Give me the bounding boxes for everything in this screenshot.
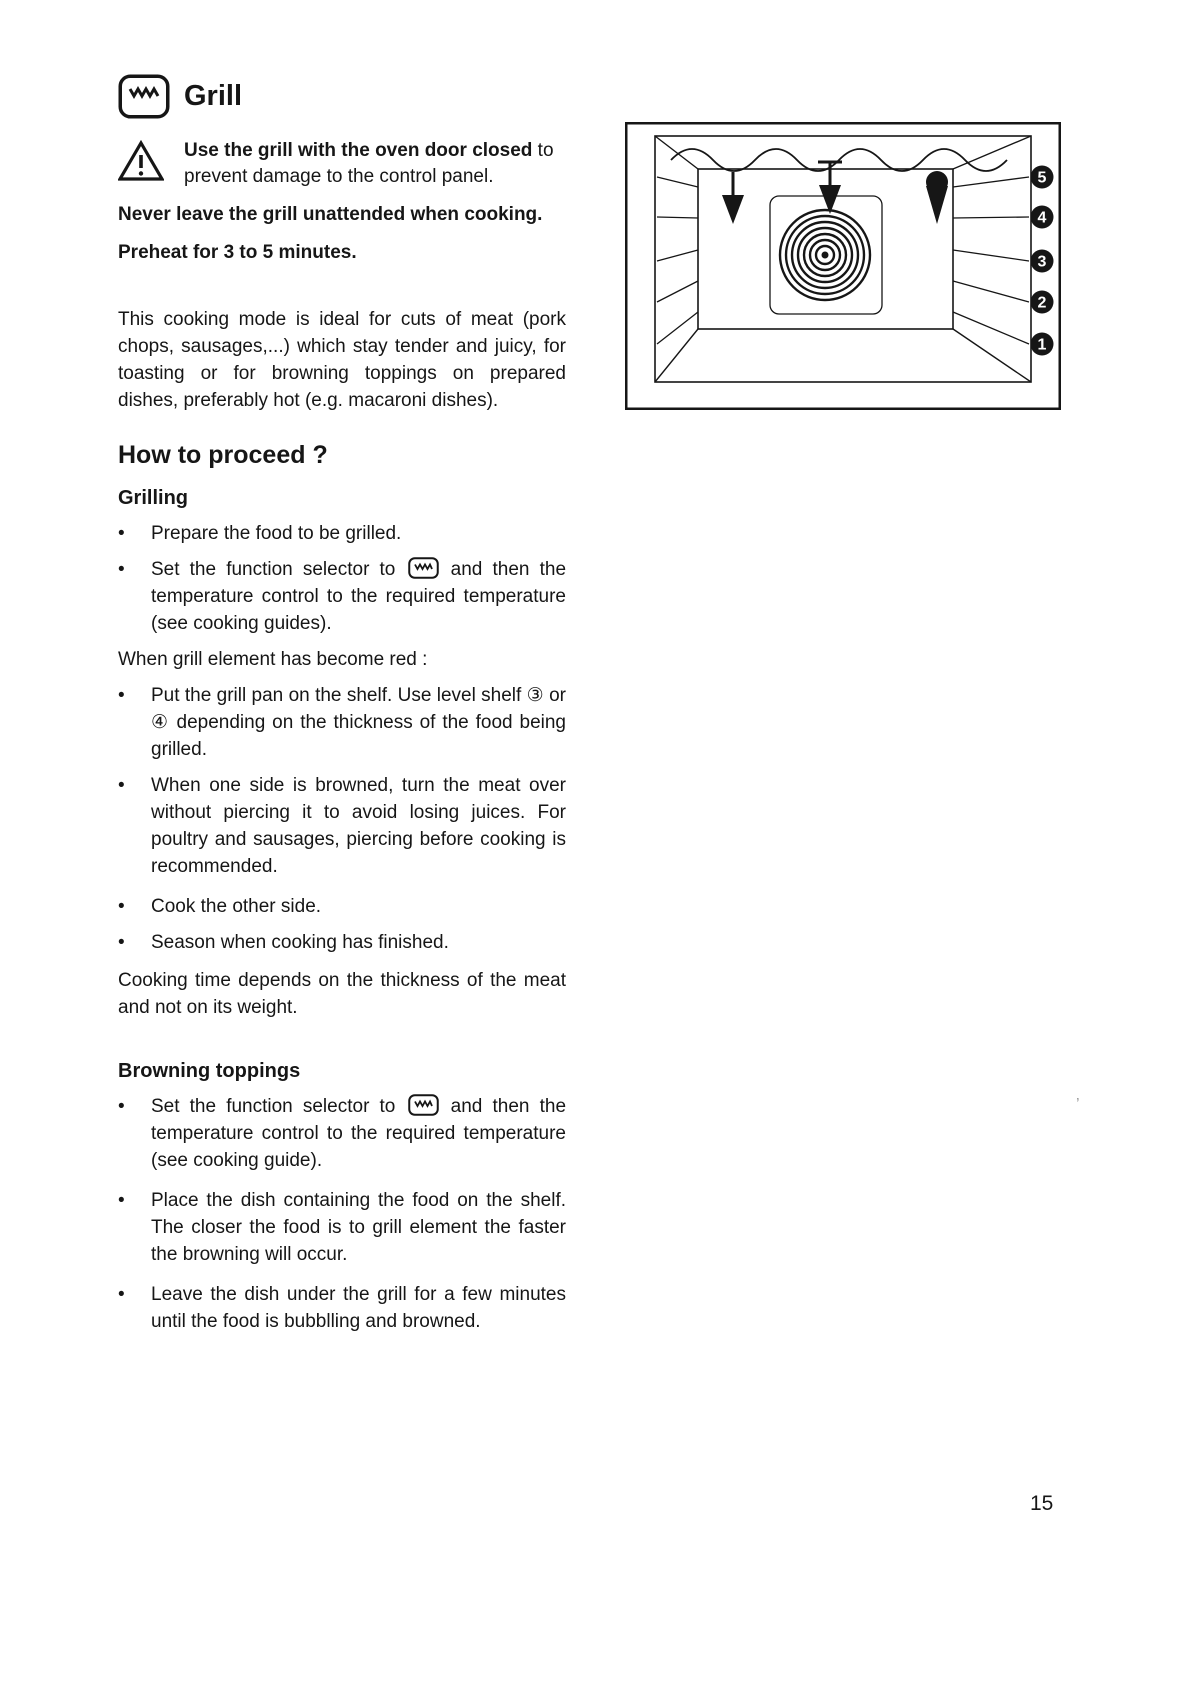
warning-text <box>184 138 566 190</box>
grill-function-icon <box>118 74 170 119</box>
warning-text-bold: Use the grill with the oven door closed <box>184 140 533 161</box>
warning-block <box>118 138 566 190</box>
notice-preheat: Preheat for 3 to 5 minutes. <box>118 242 357 263</box>
how-to-proceed-heading: How to proceed ? <box>118 441 328 469</box>
list-item <box>118 772 566 880</box>
shelf-level-3: 3 <box>1037 253 1047 271</box>
bullet-marker <box>118 520 151 547</box>
oven-shelf-diagram <box>625 122 1061 410</box>
heat-arrow-left <box>722 172 744 224</box>
bullet-marker <box>118 772 151 880</box>
bullet-text-post: and then the temperature control to the required temperature (see cooking guides). <box>151 559 567 634</box>
list-item <box>118 556 566 637</box>
warning-text-regular: to prevent damage to the control panel. <box>184 140 554 187</box>
bullet-marker <box>118 682 151 763</box>
bullet-text-pre: Set the function selector to <box>151 559 396 580</box>
shelf-level-2: 2 <box>1037 294 1047 312</box>
grilling-bullet-6: Season when cooking has finished. <box>151 932 449 953</box>
browning-bullet-2: Place the dish containing the food on the shelf. The closer the food is to grill element the faster the browning will occur. <box>151 1190 566 1265</box>
list-item <box>118 929 566 956</box>
list-item <box>118 520 566 547</box>
list-item <box>118 1187 566 1268</box>
page-number: 15 <box>1030 1492 1054 1515</box>
grilling-bullet-1: Prepare the food to be grilled. <box>151 523 402 544</box>
fan-element-icon <box>770 196 882 314</box>
grill-function-icon <box>406 1094 441 1116</box>
list-item <box>118 893 566 920</box>
shelf-level-badges <box>1031 166 1054 356</box>
bullet-text-post: and then the temperature control to the required temperature (see cooking guide). <box>151 1096 567 1171</box>
when-red-paragraph: When grill element has become red : <box>118 649 428 670</box>
warning-triangle-icon <box>118 138 164 190</box>
list-item <box>118 682 566 763</box>
shelf-level-5: 5 <box>1037 169 1047 187</box>
grilling-bullet-5: Cook the other side. <box>151 896 322 917</box>
browning-toppings-heading: Browning toppings <box>118 1060 301 1082</box>
bullet-marker <box>118 1093 151 1174</box>
list-item <box>118 1093 566 1174</box>
bullet-marker <box>118 1187 151 1268</box>
grilling-bullet-2 <box>151 556 566 637</box>
cooking-time-paragraph: Cooking time depends on the thickness of the meat and not on its weight. <box>118 970 566 1018</box>
bullet-marker <box>118 893 151 920</box>
heat-arrow-right <box>926 171 948 224</box>
scan-artifact: ’ <box>1076 1096 1080 1113</box>
notice-never-leave: Never leave the grill unattended when cooking. <box>118 204 543 225</box>
page-title: Grill <box>184 79 243 112</box>
bullet-marker <box>118 556 151 637</box>
browning-bullet-1 <box>151 1093 566 1174</box>
shelf-level-1: 1 <box>1037 336 1047 354</box>
bullet-text-pre: Set the function selector to <box>151 1096 396 1117</box>
grilling-heading: Grilling <box>118 487 188 509</box>
list-item <box>118 1281 566 1335</box>
shelf-level-4: 4 <box>1037 209 1047 227</box>
grilling-bullet-3: Put the grill pan on the shelf. Use level shelf ③ or ④ depending on the thickness of the food being grilled. <box>151 685 566 760</box>
bullet-marker <box>118 929 151 956</box>
browning-bullet-3: Leave the dish under the grill for a few minutes until the food is bubblling and browned. <box>151 1284 566 1332</box>
bullet-marker <box>118 1281 151 1335</box>
intro-paragraph: This cooking mode is ideal for cuts of meat (pork chops, sausages,...) which stay tender and juicy, for toasting or for browning toppings on prepared dishes, preferably hot (e.g. macaroni dishes). <box>118 309 566 411</box>
grill-function-icon <box>406 557 441 579</box>
text-column <box>118 72 566 1335</box>
grilling-bullet-4: When one side is browned, turn the meat over without piercing it to avoid losing juices. For poultry and sausages, piercing before cooking is recommended. <box>151 775 566 877</box>
section-header <box>118 72 566 120</box>
